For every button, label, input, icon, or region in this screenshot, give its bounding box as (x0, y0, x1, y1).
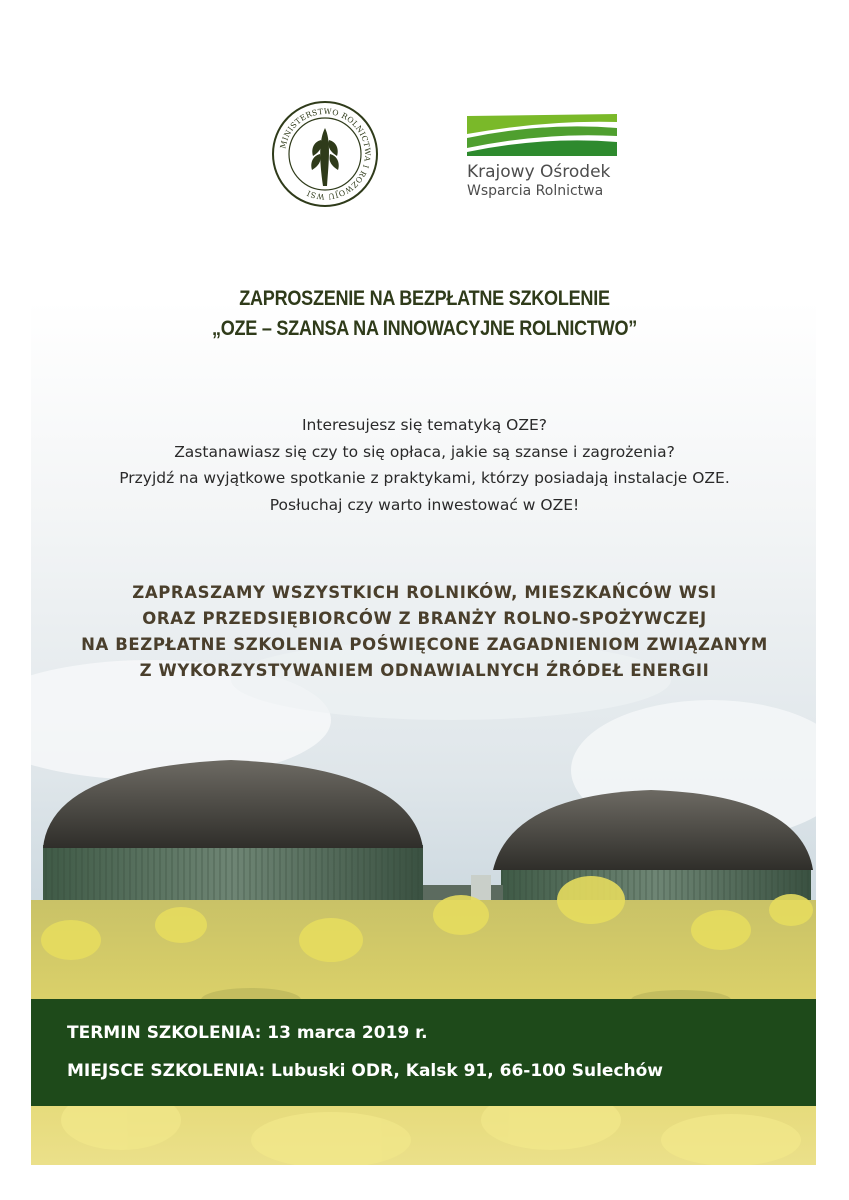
ministry-seal-logo (271, 100, 379, 208)
invitation-line: Z WYKORZYSTYWANIEM ODNAWIALNYCH ŹRÓDEŁ ENERGII (139, 661, 710, 680)
kowr-name-line2: Wsparcia Rolnictwa (467, 183, 604, 199)
training-name-title: „OZE – SZANSA NA INNOWACYJNE ROLNICTWO” (211, 317, 638, 340)
training-details-band (31, 999, 816, 1106)
intro-line: Posłuchaj czy warto inwestować w OZE! (269, 495, 580, 514)
kowr-name-line1: Krajowy Ośrodek (467, 162, 611, 182)
seal-text: MINISTERSTWO ROLNICTWA I ROZWOJU WSI (278, 106, 373, 202)
invitation-line: NA BEZPŁATNE SZKOLENIA POŚWIĘCONE ZAGADNIENIOM ZWIĄZANYM (81, 635, 768, 654)
invitation-text-block (0, 580, 849, 684)
invitation-line: ORAZ PRZEDSIĘBIORCÓW Z BRANŻY ROLNO-SPOŻYWCZEJ (142, 609, 707, 628)
invitation-line: ZAPRASZAMY WSZYSTKICH ROLNIKÓW, MIESZKAŃCÓW WSI (132, 583, 717, 602)
intro-line: Zastanawiasz się czy to się opłaca, jakie są szanse i zagrożenia? (174, 442, 675, 461)
kowr-waves-icon (465, 112, 625, 160)
intro-text-block (0, 412, 849, 518)
intro-line: Przyjdź na wyjątkowe spotkanie z praktykami, którzy posiadają instalacje OZE. (119, 469, 730, 487)
training-date: TERMIN SZKOLENIA: 13 marca 2019 r. (67, 1023, 428, 1043)
intro-line: Interesujesz się tematyką OZE? (301, 416, 547, 434)
training-place: MIEJSCE SZKOLENIA: Lubuski ODR, Kalsk 91, 66-100 Sulechów (67, 1061, 664, 1081)
invitation-title: ZAPROSZENIE NA BEZPŁATNE SZKOLENIE (239, 287, 610, 310)
kowr-logo (465, 112, 625, 204)
